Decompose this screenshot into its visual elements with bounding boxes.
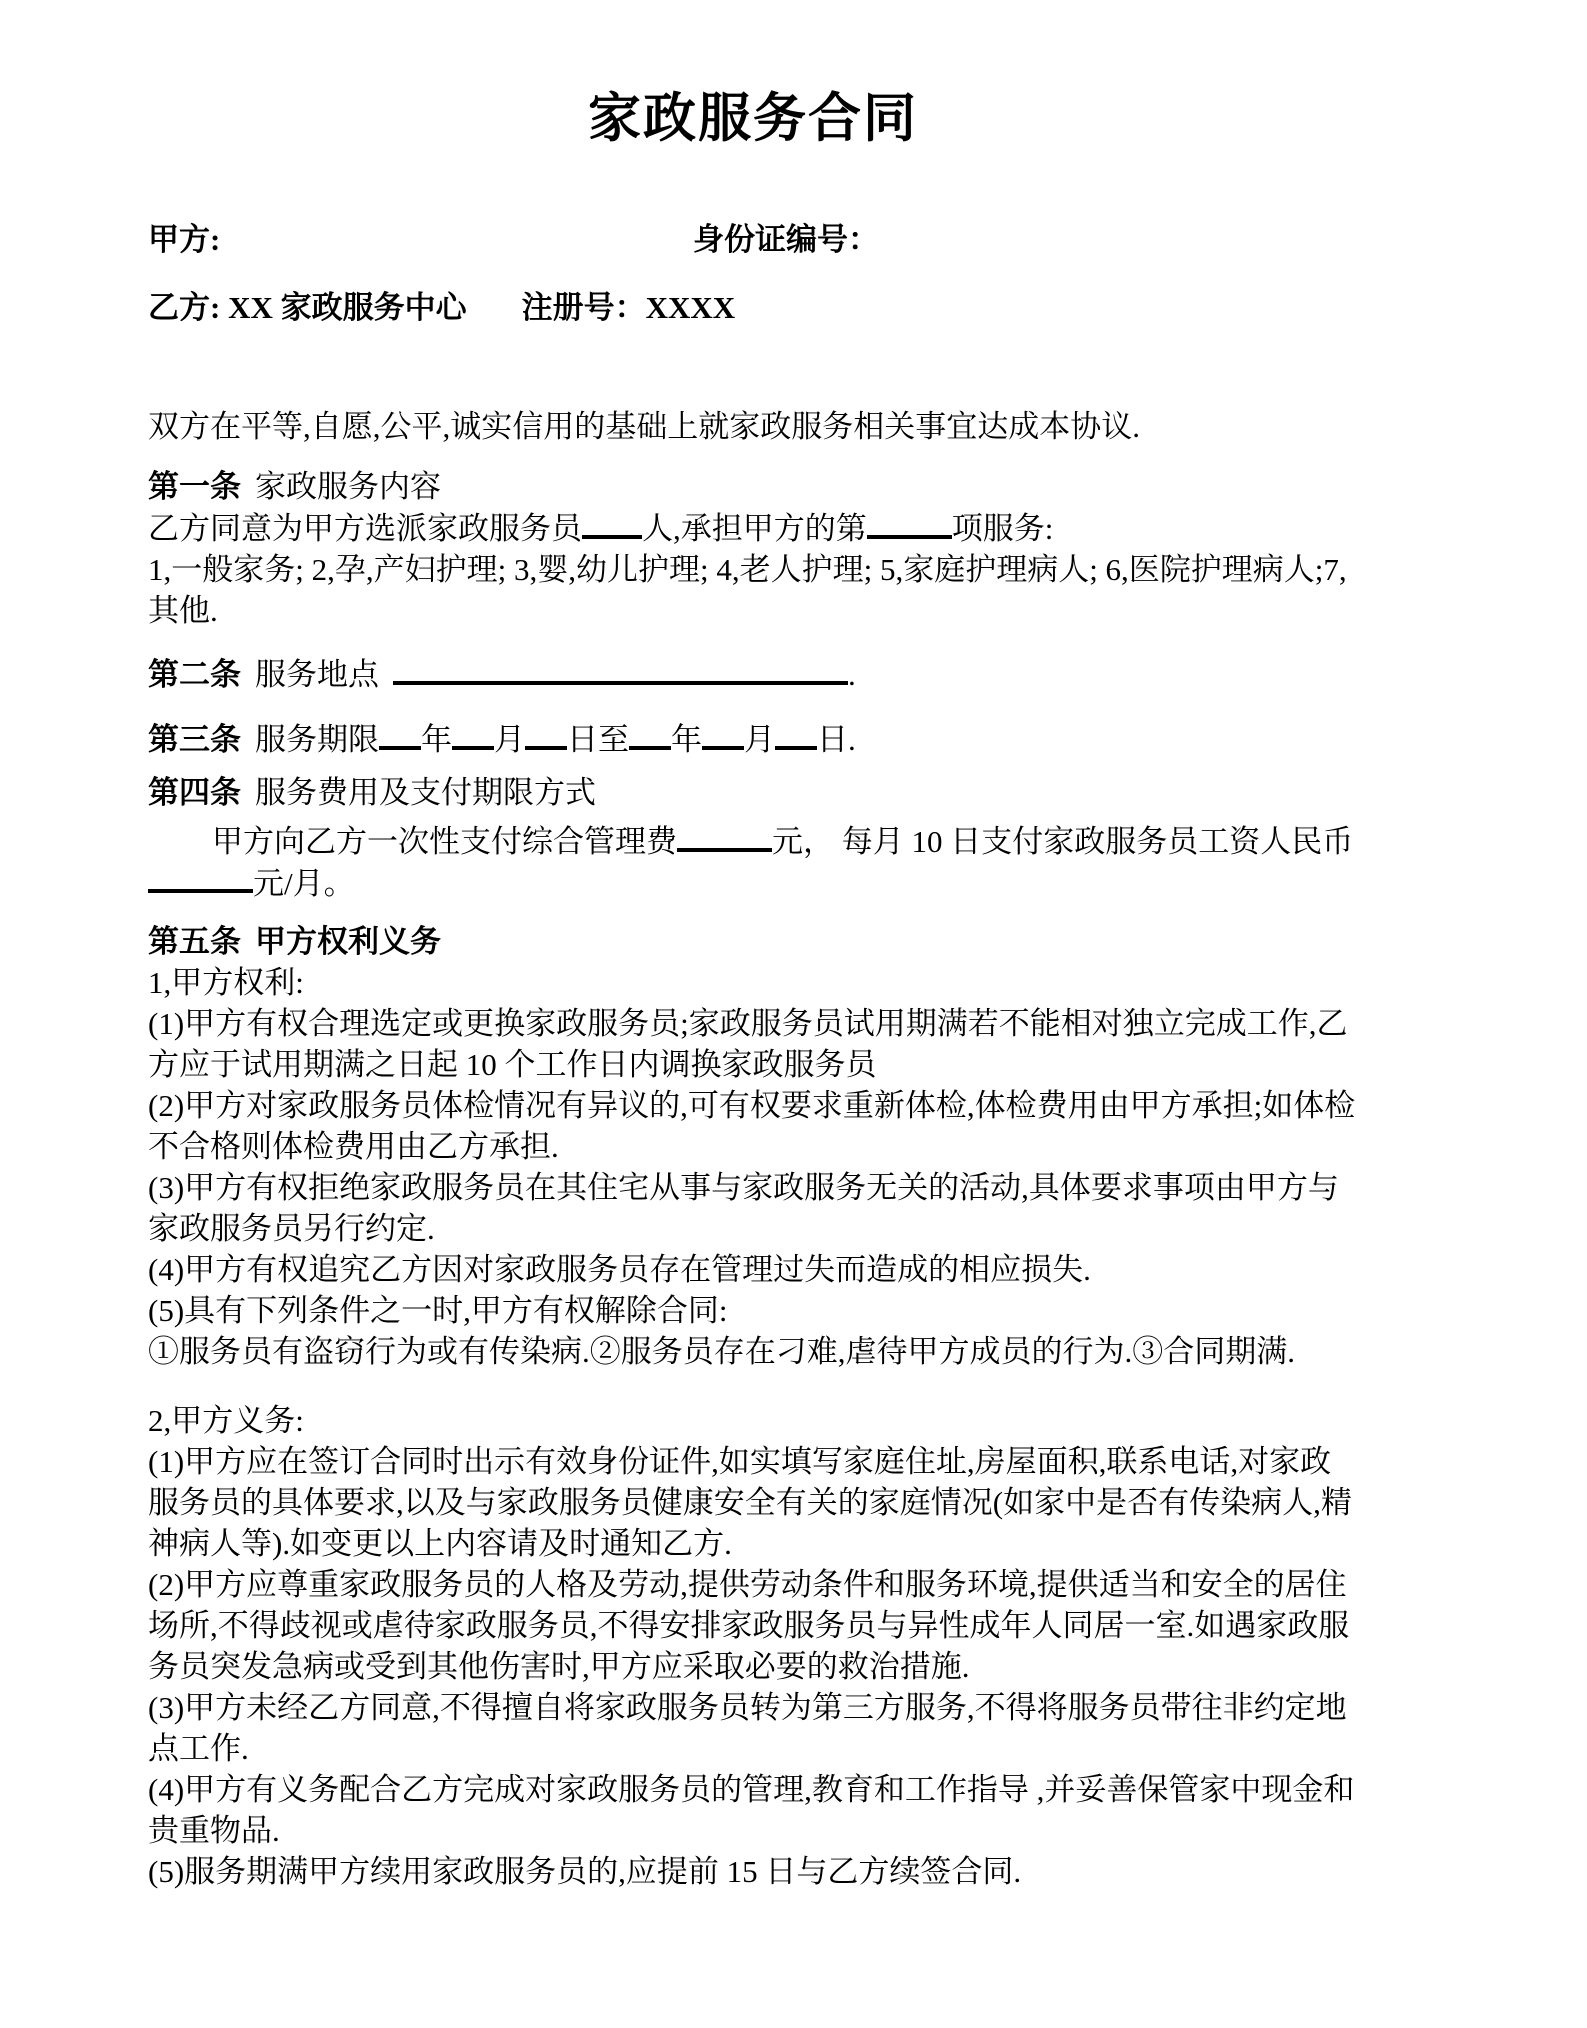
fill-in-blank: [525, 718, 567, 750]
text-segment: .: [848, 656, 856, 692]
text-segment: 月: [494, 721, 525, 757]
article5-rights-head: 1,甲方权利:: [148, 965, 304, 1001]
article5-title: 甲方权利义务: [255, 924, 441, 960]
fill-in-blank: [452, 718, 494, 750]
text-segment: 月: [744, 721, 775, 757]
article5-right-item: (5)具有下列条件之一时,甲方有权解除合同:: [148, 1293, 728, 1329]
article5-right-item: (1)甲方有权合理选定或更换家政服务员;家政服务员试用期满若不能相对独立完成工作,乙方应于试用期满之日起 10 个工作日内调换家政服务员: [148, 1006, 1348, 1083]
text-segment: 年: [421, 721, 452, 757]
party-b-name: XX 家政服务中心: [228, 290, 467, 325]
article1-title: 家政服务内容: [255, 469, 441, 504]
article5-duty-item: (2)甲方应尊重家政服务员的人格及劳动,提供劳动条件和服务环境,提供适当和安全的居住场所,不得歧视或虐待家政服务员,不得安排家政服务员与异性成年人同居一室.如遇家政服务员突发急病或受到其他伤害时,甲方应采取必要的救治措施.: [148, 1567, 1350, 1685]
text-segment: 日.: [817, 721, 856, 757]
article5-right-item: (2)甲方对家政服务员体检情况有异议的,可有权要求重新体检,体检费用由甲方承担;如体检不合格则体检费用由乙方承担.: [148, 1088, 1356, 1165]
text-segment: 日至: [567, 721, 629, 757]
intro-paragraph: 双方在平等,自愿,公平,诚实信用的基础上就家政服务相关事宜达成本协议.: [148, 409, 1140, 444]
article2-row: [148, 653, 1358, 695]
fill-in-blank: [379, 718, 421, 750]
fill-in-blank: [148, 862, 253, 894]
text-segment: 乙方同意为甲方选派家政服务员: [148, 510, 582, 546]
article5-duty-item: (1)甲方应在签订合同时出示有效身份证件,如实填写家庭住址,房屋面积,联系电话,对家政服务员的具体要求,以及与家政服务员健康安全有关的家庭情况(如家中是否有传染病人,精神病人等).如变更以上内容请及时通知乙方.: [148, 1444, 1352, 1562]
text-segment: 服务期限: [255, 721, 379, 757]
article5-duty-item: (3)甲方未经乙方同意,不得擅自将家政服务员转为第三方服务,不得将服务员带往非约定地点工作.: [148, 1690, 1347, 1767]
article3-number: 第三条: [148, 721, 241, 757]
fill-in-blank: [582, 507, 642, 539]
article4-heading: [148, 772, 1358, 813]
article5-number: 第五条: [148, 924, 241, 960]
article5-right-item: (3)甲方有权拒绝家政服务员在其住宅从事与家政服务无关的活动,具体要求事项由甲方与家政服务员另行约定.: [148, 1170, 1339, 1247]
party-b-label: 乙方:: [148, 290, 221, 325]
fill-in-blank: [677, 820, 772, 852]
article1-number: 第一条: [148, 469, 241, 504]
fill-in-blank: [629, 718, 671, 750]
article5-duty-item: (5)服务期满甲方续用家政服务员的,应提前 15 日与乙方续签合同.: [148, 1854, 1022, 1890]
article3-row: [148, 718, 1358, 760]
article1-line1: [148, 507, 1358, 549]
party-a-row: [148, 219, 1358, 260]
article5-duties-head: 2,甲方义务:: [148, 1403, 304, 1439]
article1-heading: [148, 466, 1358, 507]
text-segment: 人,承担甲方的第: [642, 510, 867, 546]
article4-number: 第四条: [148, 774, 241, 810]
party-b-reg-value: XXXX: [645, 290, 736, 325]
text-segment: 项服务:: [951, 510, 1054, 546]
party-b-reg-label: 注册号：: [521, 290, 646, 325]
text-segment: 元/月。: [253, 865, 355, 901]
article4-fee-paragraph: [148, 820, 1358, 904]
article5-right-item: ①服务员有盗窃行为或有传染病.②服务员存在刁难,虐待甲方成员的行为.③合同期满.: [148, 1334, 1295, 1370]
fill-in-blank: [867, 507, 952, 539]
fill-in-blank: [775, 718, 817, 750]
party-a-label: 甲方:: [148, 222, 221, 257]
fill-in-blank: [702, 718, 744, 750]
text-segment: 年: [671, 721, 702, 757]
party-a-id-label: 身份证编号：: [693, 222, 879, 257]
article2-number: 第二条: [148, 656, 241, 692]
article5-heading: [148, 921, 1358, 962]
text-segment: 甲方向乙方一次性支付综合管理费: [212, 823, 677, 859]
text-segment: 元， 每月 10 日支付家政服务员工资人民币: [772, 823, 1354, 859]
article1-service-list: 1,一般家务; 2,孕,产妇护理; 3,婴,幼儿护理; 4,老人护理; 5,家庭护理病人; 6,医院护理病人;7,其他.: [148, 551, 1347, 628]
article2-title: 服务地点: [255, 656, 379, 692]
article4-title: 服务费用及支付期限方式: [255, 774, 596, 810]
fill-in-blank: [393, 653, 848, 685]
article5-right-item: (4)甲方有权追究乙方因对家政服务员存在管理过失而造成的相应损失.: [148, 1252, 1091, 1288]
page-title: 家政服务合同: [588, 90, 918, 148]
article5-duty-item: (4)甲方有义务配合乙方完成对家政服务员的管理,教育和工作指导 ,并妥善保管家中现金和贵重物品.: [148, 1772, 1355, 1849]
party-b-row: [148, 287, 1358, 328]
